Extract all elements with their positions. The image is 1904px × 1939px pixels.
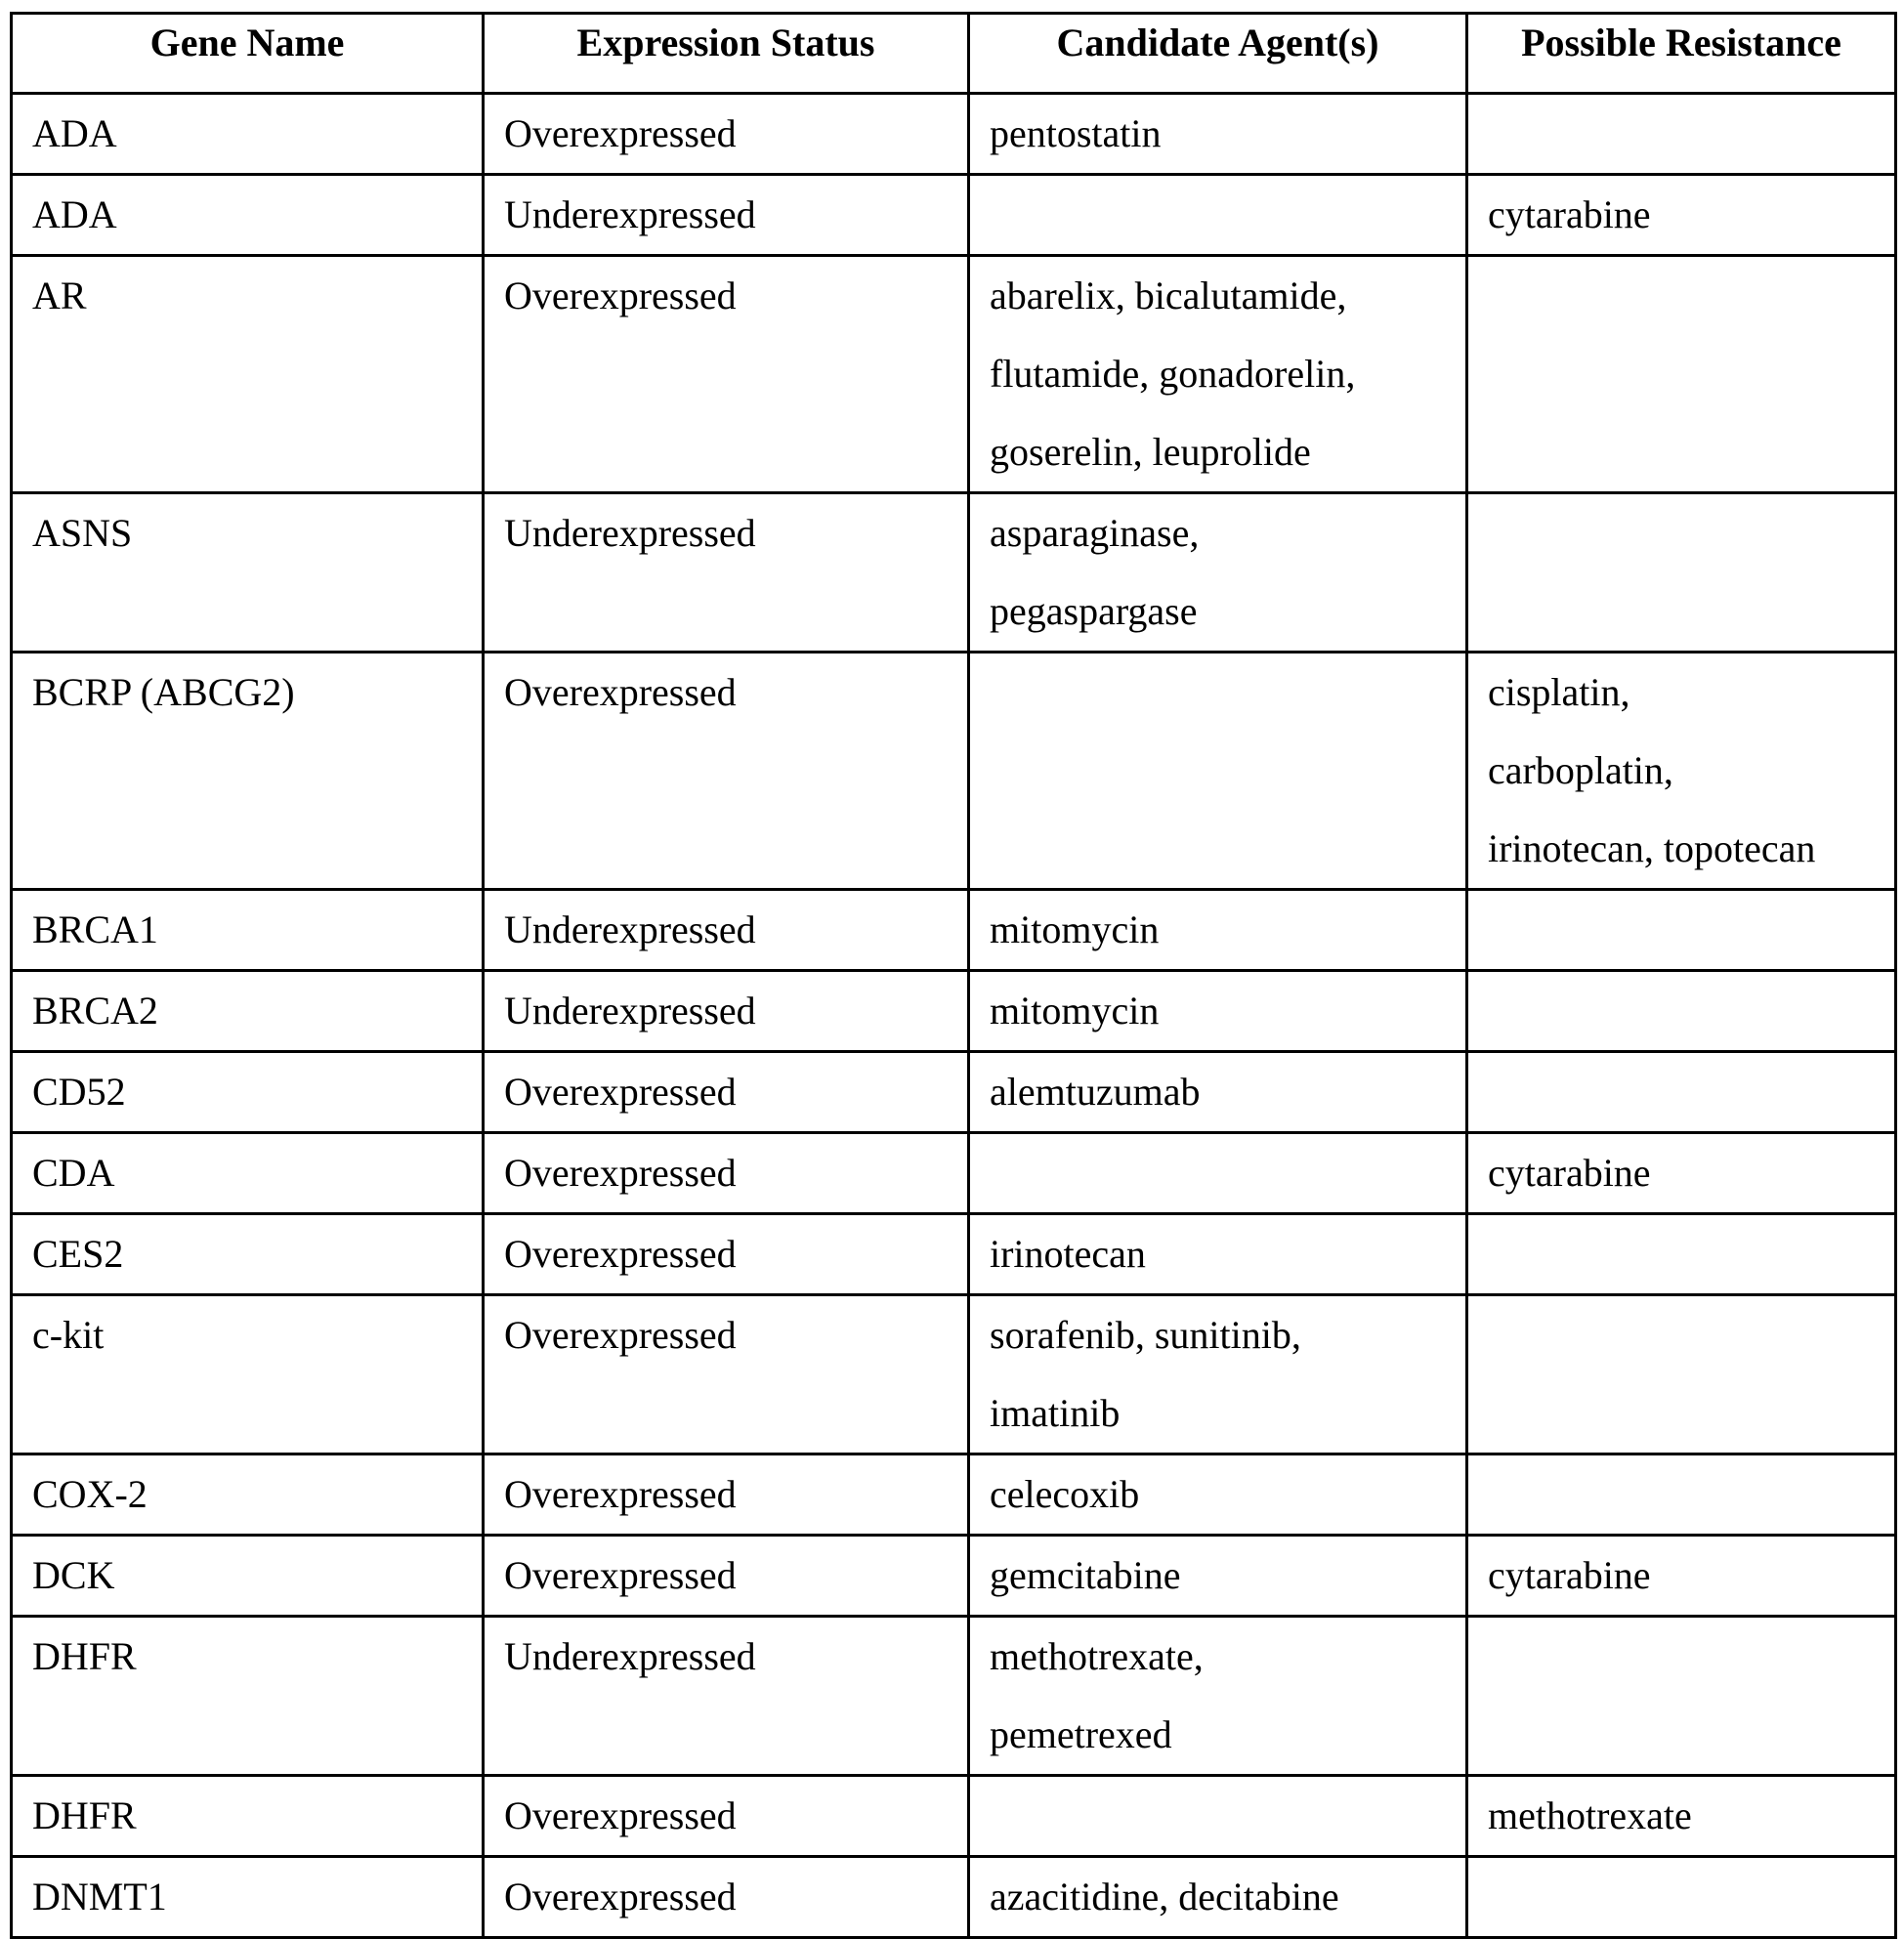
cell-candidate-agents-line: asparaginase,	[990, 511, 1200, 555]
header-gene-name: Gene Name	[12, 14, 484, 94]
cell-possible-resistance	[1467, 175, 1896, 256]
cell-candidate-agents-line: gemcitabine	[990, 1553, 1181, 1597]
cell-possible-resistance	[1467, 1133, 1896, 1214]
table-row	[12, 175, 1896, 256]
cell-possible-resistance	[1467, 493, 1896, 653]
cell-expression-status: Overexpressed	[484, 256, 969, 493]
cell-candidate-agents	[969, 1617, 1467, 1776]
cell-expression-status: Overexpressed	[484, 1133, 969, 1214]
cell-expression-status: Overexpressed	[484, 1295, 969, 1454]
cell-candidate-agents-line: methotrexate,	[990, 1634, 1204, 1678]
cell-candidate-agents	[969, 1454, 1467, 1536]
cell-gene-name: AR	[12, 256, 484, 493]
table-row	[12, 1052, 1896, 1133]
cell-possible-resistance-line: cytarabine	[1488, 1553, 1651, 1597]
cell-gene-name: BRCA1	[12, 890, 484, 971]
cell-possible-resistance-line: carboplatin,	[1488, 748, 1673, 792]
table-row	[12, 493, 1896, 653]
cell-expression-status: Underexpressed	[484, 971, 969, 1052]
cell-gene-name: DCK	[12, 1536, 484, 1617]
table-row	[12, 971, 1896, 1052]
table-row	[12, 1133, 1896, 1214]
cell-gene-name: ASNS	[12, 493, 484, 653]
cell-expression-status: Overexpressed	[484, 1776, 969, 1857]
cell-gene-name: DHFR	[12, 1776, 484, 1857]
cell-gene-name: ADA	[12, 175, 484, 256]
cell-gene-name: CD52	[12, 1052, 484, 1133]
cell-possible-resistance-line: cytarabine	[1488, 1151, 1651, 1195]
cell-expression-status: Underexpressed	[484, 1617, 969, 1776]
cell-gene-name: DHFR	[12, 1617, 484, 1776]
cell-possible-resistance	[1467, 890, 1896, 971]
cell-possible-resistance	[1467, 1617, 1896, 1776]
cell-candidate-agents-line: goserelin, leuprolide	[990, 430, 1311, 474]
cell-candidate-agents	[969, 1214, 1467, 1295]
cell-expression-status: Overexpressed	[484, 1857, 969, 1938]
cell-candidate-agents	[969, 890, 1467, 971]
cell-expression-status: Overexpressed	[484, 94, 969, 175]
cell-candidate-agents	[969, 1052, 1467, 1133]
cell-candidate-agents	[969, 94, 1467, 175]
cell-gene-name: CES2	[12, 1214, 484, 1295]
cell-gene-name: BRCA2	[12, 971, 484, 1052]
cell-possible-resistance	[1467, 1295, 1896, 1454]
header-possible-resistance: Possible Resistance	[1467, 14, 1896, 94]
cell-candidate-agents	[969, 1536, 1467, 1617]
cell-candidate-agents	[969, 1133, 1467, 1214]
table-row	[12, 1295, 1896, 1454]
cell-possible-resistance	[1467, 971, 1896, 1052]
cell-expression-status: Overexpressed	[484, 1214, 969, 1295]
cell-candidate-agents-line: imatinib	[990, 1391, 1121, 1435]
table-row	[12, 1776, 1896, 1857]
cell-expression-status: Underexpressed	[484, 175, 969, 256]
cell-possible-resistance	[1467, 1214, 1896, 1295]
table-row	[12, 94, 1896, 175]
cell-candidate-agents	[969, 493, 1467, 653]
table-row	[12, 1214, 1896, 1295]
cell-candidate-agents-line: pentostatin	[990, 111, 1162, 155]
cell-candidate-agents-line: mitomycin	[990, 989, 1160, 1033]
header-row	[12, 14, 1896, 94]
header-candidate-agents: Candidate Agent(s)	[969, 14, 1467, 94]
cell-candidate-agents-line: alemtuzumab	[990, 1070, 1201, 1114]
cell-possible-resistance	[1467, 1454, 1896, 1536]
cell-possible-resistance-line: irinotecan, topotecan	[1488, 826, 1816, 870]
cell-candidate-agents-line: sorafenib, sunitinib,	[990, 1313, 1301, 1357]
cell-gene-name: c-kit	[12, 1295, 484, 1454]
cell-candidate-agents-line: flutamide, gonadorelin,	[990, 352, 1356, 396]
table-row	[12, 1536, 1896, 1617]
cell-possible-resistance	[1467, 1536, 1896, 1617]
cell-expression-status: Underexpressed	[484, 493, 969, 653]
table-row	[12, 1617, 1896, 1776]
table-row	[12, 653, 1896, 890]
cell-candidate-agents	[969, 256, 1467, 493]
cell-possible-resistance	[1467, 1776, 1896, 1857]
cell-possible-resistance-line: methotrexate	[1488, 1793, 1692, 1837]
gene-expression-table	[10, 12, 1897, 1939]
cell-possible-resistance-line: cisplatin,	[1488, 670, 1630, 714]
cell-candidate-agents	[969, 653, 1467, 890]
table-body	[12, 94, 1896, 1938]
cell-possible-resistance-line: cytarabine	[1488, 192, 1651, 236]
cell-candidate-agents	[969, 175, 1467, 256]
header-expression-status: Expression Status	[484, 14, 969, 94]
cell-expression-status: Underexpressed	[484, 890, 969, 971]
cell-candidate-agents-line: pegaspargase	[990, 589, 1198, 633]
cell-gene-name: COX-2	[12, 1454, 484, 1536]
table-row	[12, 890, 1896, 971]
cell-candidate-agents-line: azacitidine, decitabine	[990, 1875, 1339, 1918]
cell-gene-name: ADA	[12, 94, 484, 175]
cell-possible-resistance	[1467, 1052, 1896, 1133]
cell-candidate-agents-line: irinotecan	[990, 1232, 1146, 1276]
cell-candidate-agents	[969, 1857, 1467, 1938]
cell-candidate-agents	[969, 1295, 1467, 1454]
cell-possible-resistance	[1467, 1857, 1896, 1938]
table-row	[12, 1454, 1896, 1536]
cell-candidate-agents-line: celecoxib	[990, 1472, 1140, 1516]
cell-expression-status: Overexpressed	[484, 1536, 969, 1617]
cell-gene-name: CDA	[12, 1133, 484, 1214]
cell-possible-resistance	[1467, 256, 1896, 493]
cell-candidate-agents	[969, 971, 1467, 1052]
cell-gene-name: BCRP (ABCG2)	[12, 653, 484, 890]
cell-possible-resistance	[1467, 653, 1896, 890]
cell-possible-resistance	[1467, 94, 1896, 175]
cell-candidate-agents-line: mitomycin	[990, 907, 1160, 951]
cell-expression-status: Overexpressed	[484, 1454, 969, 1536]
cell-expression-status: Overexpressed	[484, 653, 969, 890]
cell-candidate-agents-line: pemetrexed	[990, 1712, 1172, 1756]
table-row	[12, 1857, 1896, 1938]
cell-gene-name: DNMT1	[12, 1857, 484, 1938]
table-row	[12, 256, 1896, 493]
cell-expression-status: Overexpressed	[484, 1052, 969, 1133]
cell-candidate-agents-line: abarelix, bicalutamide,	[990, 274, 1347, 317]
cell-candidate-agents	[969, 1776, 1467, 1857]
